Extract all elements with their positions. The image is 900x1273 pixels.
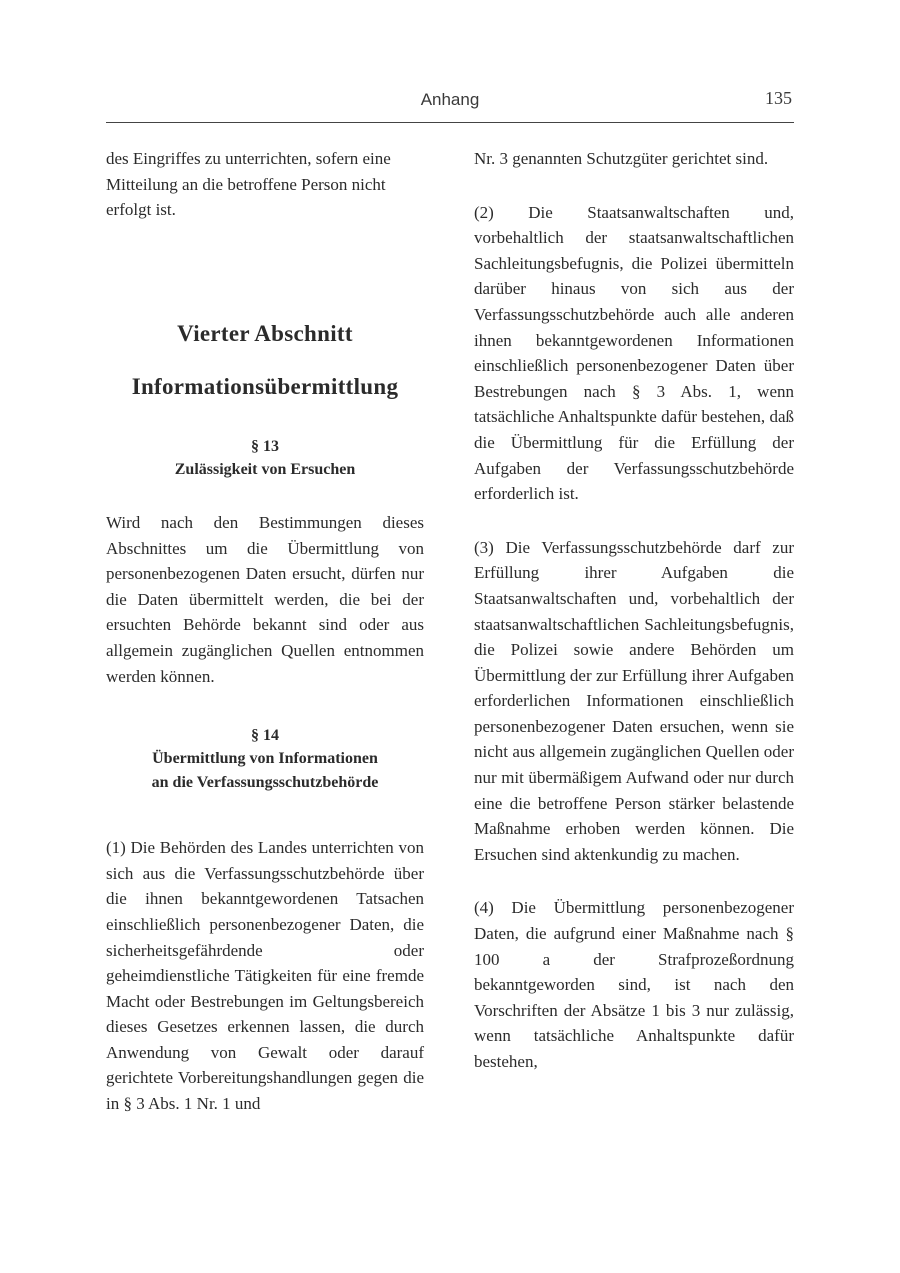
chapter-heading: Informationsübermittlung <box>131 374 399 400</box>
paragraph-14-number: § 14 <box>251 727 279 745</box>
continuation-text: des Eingriffes zu unterrichten, sofern eine Mitteilung an die betroffene Person nicht erfolgt ist. <box>106 149 391 220</box>
paragraph-14-abs3: (3) Die Verfassungsschutzbehörde darf zur Erfüllung ihrer Aufgaben die Staatsanwaltschaften und, vorbehaltlich der staatsanwaltschaftlichen Sachleitungsbefugnis, die Polizei sowie andere Behörden um Übermittlung der zur Erfüllung ihrer Aufgaben erforderlichen Informationen einschließlich personenbezogener Daten ersuchen, wenn sie nicht aus allgemein zugänglichen Quellen oder nur mit übermäßigem Aufwand oder nur durch eine die betroffene Person stärker belastende Maßnahme erhoben werden können. Die Ersuchen sind aktenkundig zu machen. <box>474 537 794 864</box>
page-number: 135 <box>765 88 792 108</box>
paragraph-14-title-line2: an die Verfassungsschutzbehörde <box>151 774 379 792</box>
paragraph-13-number: § 13 <box>251 437 279 455</box>
continuation-text-right: Nr. 3 genannten Schutzgüter gerichtet sind. <box>474 149 769 168</box>
section-heading: Vierter Abschnitt <box>177 320 353 346</box>
paragraph-14-title-line1: Übermittlung von Informationen <box>152 750 378 768</box>
paragraph-14-abs2: (2) Die Staatsanwaltschaften und, vorbehaltlich der staatsanwaltschaftlichen Sachleitungsbefugnis, die Polizei übermitteln darüber hinaus von sich aus der Verfassungsschutzbehörde auch alle anderen ihnen bekanntgewordenen Informationen einschließlich personenbezogener Daten über Bestrebungen nach § 3 Abs. 1, wenn tatsächliche Anhaltspunkte dafür bestehen, daß die Übermittlung für die Erfüllung der Aufgaben der Verfassungsschutzbehörde erforderlich ist. <box>474 202 794 504</box>
paragraph-13-text: Wird nach den Bestimmungen dieses Abschnittes um die Übermittlung von personenbezogenen Daten ersucht, dürfen nur die Daten übermittelt werden, die bei der ersuchten Behörde bekannt sind oder aus allgemein zugänglichen Quellen entnommen werden können. <box>106 512 424 686</box>
paragraph-14-abs1: (1) Die Behörden des Landes unterrichten von sich aus die Verfassungsschutzbehörde über die ihnen bekanntgewordenen Tatsachen einschließlich personenbezogener Daten, die sicherheitsgefährdende oder geheimdienstliche Tätigkeiten für eine fremde Macht oder Bestrebungen im Geltungsbereich dieses Gesetzes erkennen lassen, die durch Anwendung von Gewalt oder darauf gerichtete Vorbereitungshandlungen gegen die in § 3 Abs. 1 Nr. 1 und <box>106 838 424 1114</box>
left-column <box>106 146 424 1117</box>
running-header-title: Anhang <box>420 90 480 109</box>
paragraph-13-title: Zulässigkeit von Ersuchen <box>174 460 356 478</box>
paragraph-14-abs4: (4) Die Übermittlung personenbezogener Daten, die aufgrund einer Maßnahme nach § 100 a der Strafprozeßordnung bekanntgeworden sind, ist nach den Vorschriften der Absätze 1 bis 3 nur zulässig, wenn tatsächliche Anhaltspunkte dafür bestehen, <box>474 898 794 1071</box>
right-column <box>474 146 794 1075</box>
header-divider <box>106 122 794 123</box>
